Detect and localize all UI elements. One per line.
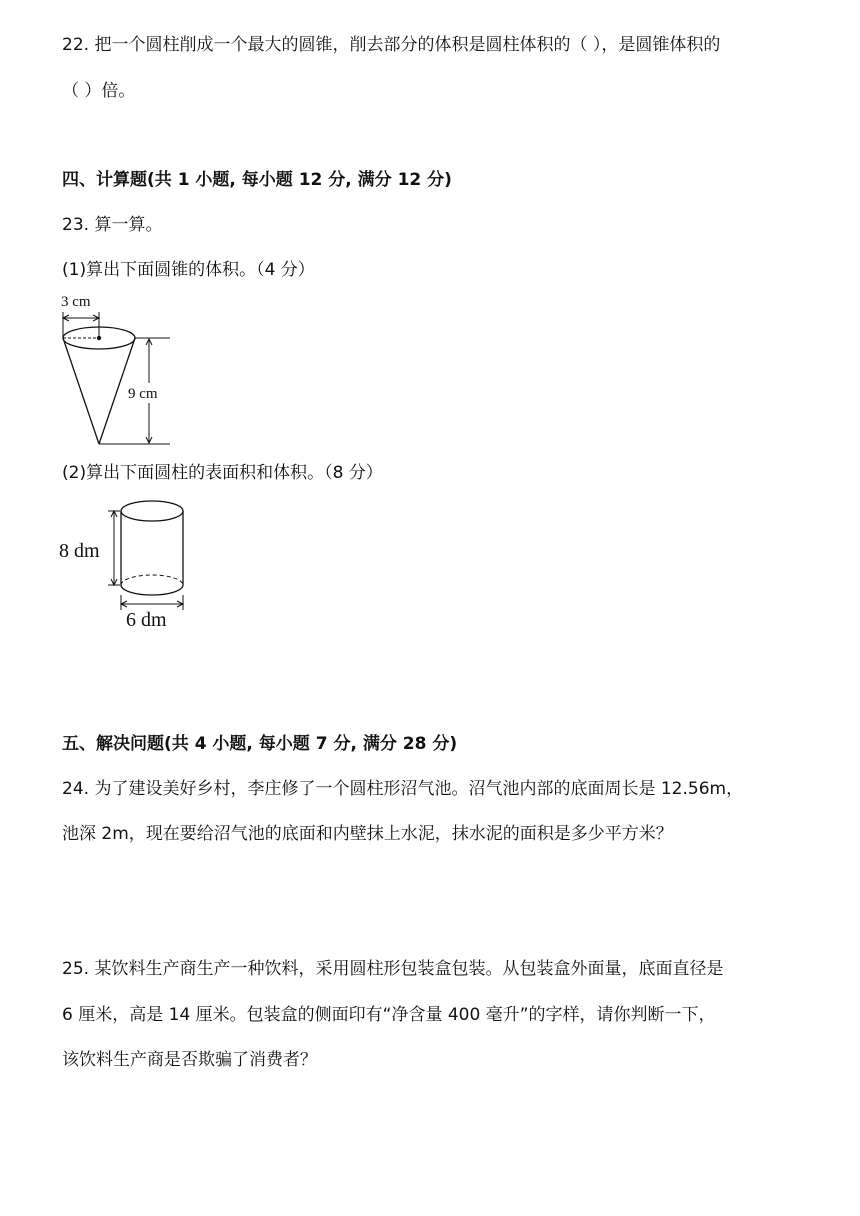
q25-line-2: 6 厘米，高是 14 厘米。包装盒的侧面印有“净含量 400 毫升”的字样，请你判断一下， [62,1005,716,1025]
cone-left-side [63,338,99,444]
q25-line-3: 该饮料生产商是否欺骗了消费者？ [62,1050,317,1070]
cone-figure [58,290,178,450]
section-5-heading: 五、解决问题(共 4 小题, 每小题 7 分, 满分 28 分) [62,734,458,754]
cylinder-bottom-front-edge [121,585,183,595]
q22-line-2: （ ）倍。 [62,81,136,101]
q24-line-1: 24. 为了建设美好乡村，李庄修了一个圆柱形沼气池。沼气池内部的底面周长是 12.56m， [62,779,744,799]
q23-title: 23. 算一算。 [62,215,163,235]
cone-height-label: 9 cm [128,386,158,402]
cylinder-top-ellipse [121,501,183,521]
q25-line-1: 25. 某饮料生产商生产一种饮料，采用圆柱形包装盒包装。从包装盒外面量，底面直径是 [62,959,724,979]
cylinder-height-label: 8 dm [59,540,100,562]
section-4-heading: 四、计算题(共 1 小题, 每小题 12 分, 满分 12 分) [62,170,452,190]
q22-line-1: 22. 把一个圆柱削成一个最大的圆锥，削去部分的体积是圆柱体积的（ ），是圆锥体积的 [62,35,721,55]
cone-center-dot [97,336,101,340]
q24-line-2: 池深 2m，现在要给沼气池的底面和内壁抹上水泥，抹水泥的面积是多少平方米？ [62,824,673,844]
cylinder-diameter-label: 6 dm [126,609,167,630]
q23-part-1: (1)算出下面圆锥的体积。（4 分） [62,260,315,280]
cylinder-bottom-back-edge [121,575,183,585]
cylinder-figure [58,495,198,630]
cone-radius-label: 3 cm [61,294,91,310]
q23-part-2: (2)算出下面圆柱的表面积和体积。（8 分） [62,463,383,483]
